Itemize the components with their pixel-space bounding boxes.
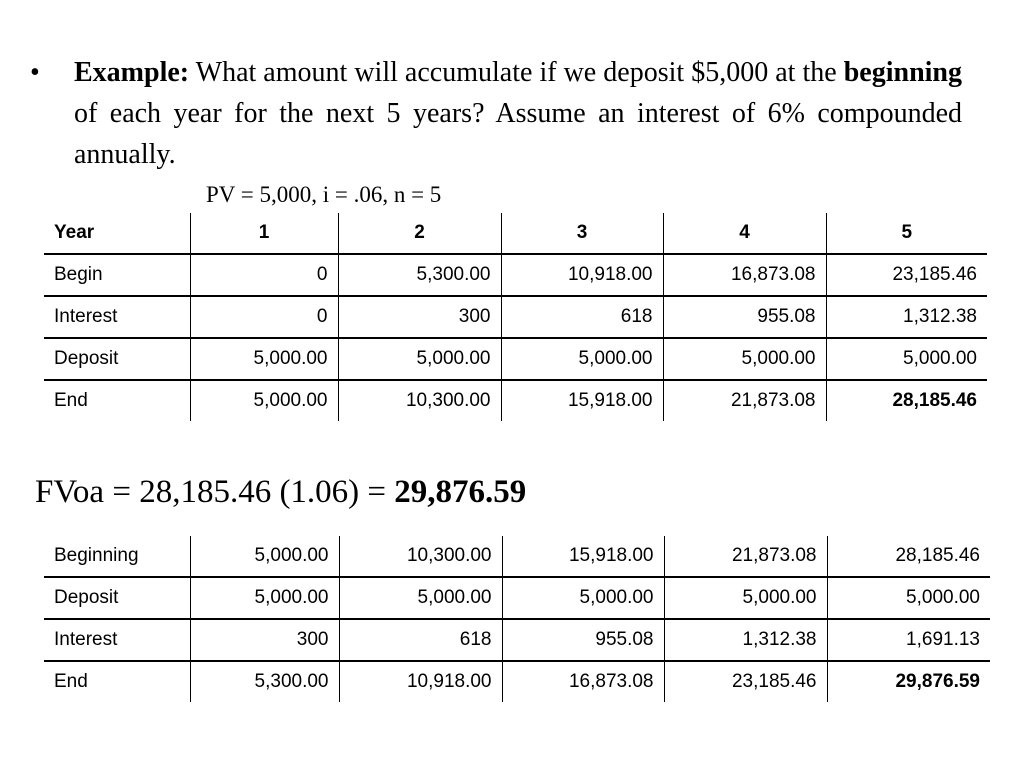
table-row bbox=[44, 296, 987, 338]
header-cell: 1 bbox=[190, 213, 338, 254]
table-cell: 0 bbox=[190, 296, 338, 338]
table-cell: 21,873.08 bbox=[663, 380, 826, 421]
header-cell: Year bbox=[44, 213, 190, 254]
final-balance-cell: 28,185.46 bbox=[826, 380, 987, 421]
example-emphasis: beginning bbox=[843, 57, 962, 88]
table-row bbox=[44, 338, 987, 380]
formula-expression: FVoa = 28,185.46 (1.06) = bbox=[35, 474, 395, 510]
formula-result: 29,876.59 bbox=[394, 474, 527, 510]
table-cell: 5,000.00 bbox=[501, 338, 663, 380]
table-row bbox=[44, 254, 987, 296]
header-cell: 5 bbox=[826, 213, 987, 254]
example-text-part-b: of each year for the next 5 years? Assume an interest of 6% compounded annually. bbox=[74, 98, 962, 170]
example-text bbox=[74, 52, 962, 175]
table-cell: 5,000.00 bbox=[190, 577, 339, 619]
row-label: End bbox=[54, 390, 88, 411]
row-label: Deposit bbox=[44, 577, 190, 619]
table-cell: 5,000.00 bbox=[339, 577, 502, 619]
row-label: Beginning bbox=[44, 536, 190, 577]
table-cell: 5,000.00 bbox=[664, 577, 827, 619]
table-cell: 5,000.00 bbox=[190, 380, 338, 421]
table-cell: 5,000.00 bbox=[827, 577, 990, 619]
table-cell: 0 bbox=[190, 254, 338, 296]
table-cell: 16,873.08 bbox=[663, 254, 826, 296]
table-cell: 15,918.00 bbox=[501, 380, 663, 421]
table-cell: 5,000.00 bbox=[190, 536, 339, 577]
example-lead: Example: bbox=[74, 57, 190, 88]
row-label: Interest bbox=[44, 296, 190, 338]
table-cell: 5,300.00 bbox=[190, 661, 339, 702]
table-cell: 618 bbox=[501, 296, 663, 338]
table-cell: 10,300.00 bbox=[339, 536, 502, 577]
table-cell: 5,000.00 bbox=[663, 338, 826, 380]
parameters-line: PV = 5,000, i = .06, n = 5 bbox=[206, 182, 442, 207]
example-text-part-a: What amount will accumulate if we deposit $5,000 at the bbox=[189, 57, 844, 88]
table-header-row bbox=[44, 213, 987, 254]
table-cell: 28,185.46 bbox=[827, 536, 990, 577]
table-cell: 1,312.38 bbox=[826, 296, 987, 338]
table-cell: 10,918.00 bbox=[501, 254, 663, 296]
final-balance-cell: 29,876.59 bbox=[827, 661, 990, 702]
table-row bbox=[44, 619, 990, 661]
table-cell: 23,185.46 bbox=[826, 254, 987, 296]
table-row bbox=[44, 536, 990, 577]
table-row bbox=[44, 577, 990, 619]
header-cell: 3 bbox=[501, 213, 663, 254]
table-row bbox=[44, 380, 987, 421]
table-cell: 5,000.00 bbox=[190, 338, 338, 380]
row-label: Deposit bbox=[44, 338, 190, 380]
table-cell: 1,691.13 bbox=[827, 619, 990, 661]
table-cell: 10,300.00 bbox=[338, 380, 501, 421]
row-label: Begin bbox=[44, 254, 190, 296]
table-cell: 300 bbox=[338, 296, 501, 338]
table-cell: 10,918.00 bbox=[339, 661, 502, 702]
table-cell: 5,000.00 bbox=[338, 338, 501, 380]
future-value-formula bbox=[35, 470, 526, 514]
annuity-schedule-table bbox=[44, 213, 987, 421]
table-cell: 955.08 bbox=[663, 296, 826, 338]
table-cell: 5,000.00 bbox=[826, 338, 987, 380]
table-cell: 5,000.00 bbox=[502, 577, 664, 619]
table-cell: 5,300.00 bbox=[338, 254, 501, 296]
row-label: End bbox=[54, 671, 88, 692]
table-cell: 23,185.46 bbox=[664, 661, 827, 702]
bullet-marker: • bbox=[30, 57, 40, 88]
table-cell: 955.08 bbox=[502, 619, 664, 661]
header-cell: 2 bbox=[338, 213, 501, 254]
header-cell: 4 bbox=[663, 213, 826, 254]
table-cell: 618 bbox=[339, 619, 502, 661]
table-cell: 1,312.38 bbox=[664, 619, 827, 661]
table-cell: 16,873.08 bbox=[502, 661, 664, 702]
table-cell: 21,873.08 bbox=[664, 536, 827, 577]
table-cell: 300 bbox=[190, 619, 339, 661]
table-cell: 15,918.00 bbox=[502, 536, 664, 577]
annuity-due-schedule-table bbox=[44, 536, 990, 702]
example-bullet bbox=[30, 52, 962, 175]
table-row bbox=[44, 661, 990, 702]
row-label: Interest bbox=[44, 619, 190, 661]
